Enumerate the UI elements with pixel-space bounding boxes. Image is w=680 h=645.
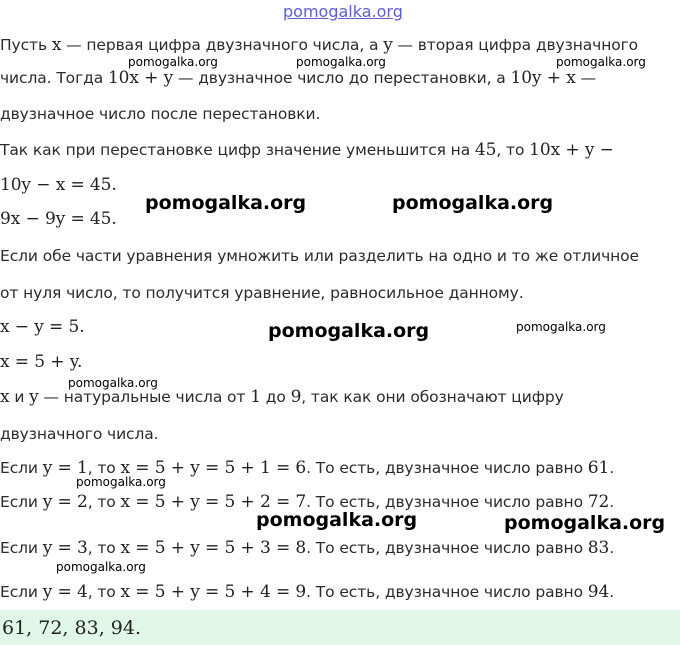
- text-segment: числа. Тогда: [0, 69, 108, 87]
- math-expression: 83: [587, 538, 610, 558]
- math-expression: x − y = 5.: [0, 317, 85, 337]
- watermark: pomogalka.org: [296, 55, 386, 69]
- text-line: [0, 209, 117, 229]
- text-segment: , то: [87, 493, 121, 511]
- text-segment: . То есть, двузначное число равно: [306, 493, 588, 511]
- watermark: pomogalka.org: [145, 192, 307, 214]
- math-expression: 9x − 9y = 45.: [0, 209, 117, 229]
- math-expression: y = 4: [42, 582, 88, 602]
- math-expression: 10y + x: [510, 68, 576, 88]
- text-segment: — натуральные числа от: [38, 388, 251, 406]
- text-segment: , так как они обозначают цифру: [301, 388, 564, 406]
- answer-values: 61, 72, 83, 94.: [2, 617, 141, 639]
- text-segment: Если: [0, 583, 43, 601]
- math-expression: x = 5 + y.: [0, 352, 83, 372]
- text-segment: до: [260, 388, 291, 406]
- watermark: pomogalka.org: [76, 475, 166, 489]
- math-expression: 1: [250, 387, 261, 407]
- text-segment: . То есть, двузначное число равно: [306, 539, 588, 557]
- math-expression: 10x + y: [107, 68, 174, 88]
- watermark: pomogalka.org: [268, 320, 430, 342]
- watermark: pomogalka.org: [56, 560, 146, 574]
- text-line: [0, 352, 82, 372]
- text-segment: Если: [0, 493, 43, 511]
- text-segment: двузначного числа.: [0, 425, 159, 443]
- text-line: [0, 387, 564, 407]
- math-expression: y: [29, 387, 39, 407]
- text-line: [0, 175, 117, 195]
- text-segment: . То есть, двузначное число равно: [306, 459, 588, 477]
- text-line: [0, 582, 614, 602]
- text-line: [0, 317, 85, 337]
- math-expression: 72: [587, 492, 610, 512]
- math-expression: x: [51, 35, 62, 55]
- text-line: [0, 283, 524, 303]
- text-line: [0, 104, 320, 124]
- text-segment: Если: [0, 539, 43, 557]
- text-segment: Так как при перестановке цифр значение уменьшится на: [0, 141, 475, 159]
- watermark: pomogalka.org: [68, 376, 158, 390]
- math-expression: x = 5 + y = 5 + 2 = 7: [120, 492, 307, 512]
- text-segment: Если: [0, 459, 43, 477]
- text-segment: .: [609, 493, 615, 511]
- watermark: pomogalka.org: [504, 512, 666, 534]
- text-segment: Пусть: [0, 36, 52, 54]
- math-expression: y = 1: [42, 458, 88, 478]
- math-expression: x = 5 + y = 5 + 3 = 8: [120, 538, 307, 558]
- text-segment: .: [609, 583, 615, 601]
- text-line: [0, 538, 614, 558]
- math-expression: x = 5 + y = 5 + 4 = 9: [120, 582, 307, 602]
- watermark: pomogalka.org: [256, 509, 418, 531]
- text-line: [0, 424, 159, 444]
- math-expression: x: [0, 387, 10, 407]
- text-segment: —: [575, 69, 596, 87]
- math-expression: x = 5 + y = 5 + 1 = 6: [120, 458, 307, 478]
- watermark: pomogalka.org: [556, 55, 646, 69]
- text-segment: двузначное число после перестановки.: [0, 105, 321, 123]
- watermark: pomogalka.org: [128, 55, 218, 69]
- text-line: [0, 246, 639, 266]
- watermark: pomogalka.org: [516, 320, 606, 334]
- text-segment: , то: [87, 583, 121, 601]
- math-expression: 61: [587, 458, 610, 478]
- text-segment: , то: [87, 459, 121, 477]
- math-expression: 10x + y −: [529, 140, 614, 160]
- math-expression: 45: [474, 140, 497, 160]
- math-expression: y: [383, 35, 393, 55]
- math-expression: 94: [587, 582, 610, 602]
- text-segment: .: [609, 539, 615, 557]
- text-segment: . То есть, двузначное число равно: [306, 583, 588, 601]
- text-segment: и: [9, 388, 30, 406]
- header-watermark: pomogalka.org: [283, 2, 403, 21]
- math-expression: y = 2: [42, 492, 88, 512]
- math-expression: 10y − x = 45.: [0, 175, 117, 195]
- math-expression: 9: [290, 387, 302, 407]
- text-segment: , то: [87, 539, 121, 557]
- math-expression: y = 3: [42, 538, 88, 558]
- text-segment: — вторая цифра двузначного: [392, 36, 639, 54]
- text-segment: , то: [496, 141, 530, 159]
- text-segment: от нуля число, то получится уравнение, равносильное данному.: [0, 284, 524, 302]
- text-segment: .: [609, 459, 615, 477]
- answer-box: [0, 610, 680, 645]
- text-segment: — первая цифра двузначного числа, а: [61, 36, 384, 54]
- text-segment: Если обе части уравнения умножить или разделить на одно и то же отличное: [0, 247, 639, 265]
- text-line: [0, 35, 638, 55]
- watermark: pomogalka.org: [392, 192, 554, 214]
- text-segment: — двузначное число до перестановки, а: [173, 69, 511, 87]
- text-line: [0, 68, 596, 88]
- text-line: [0, 140, 614, 160]
